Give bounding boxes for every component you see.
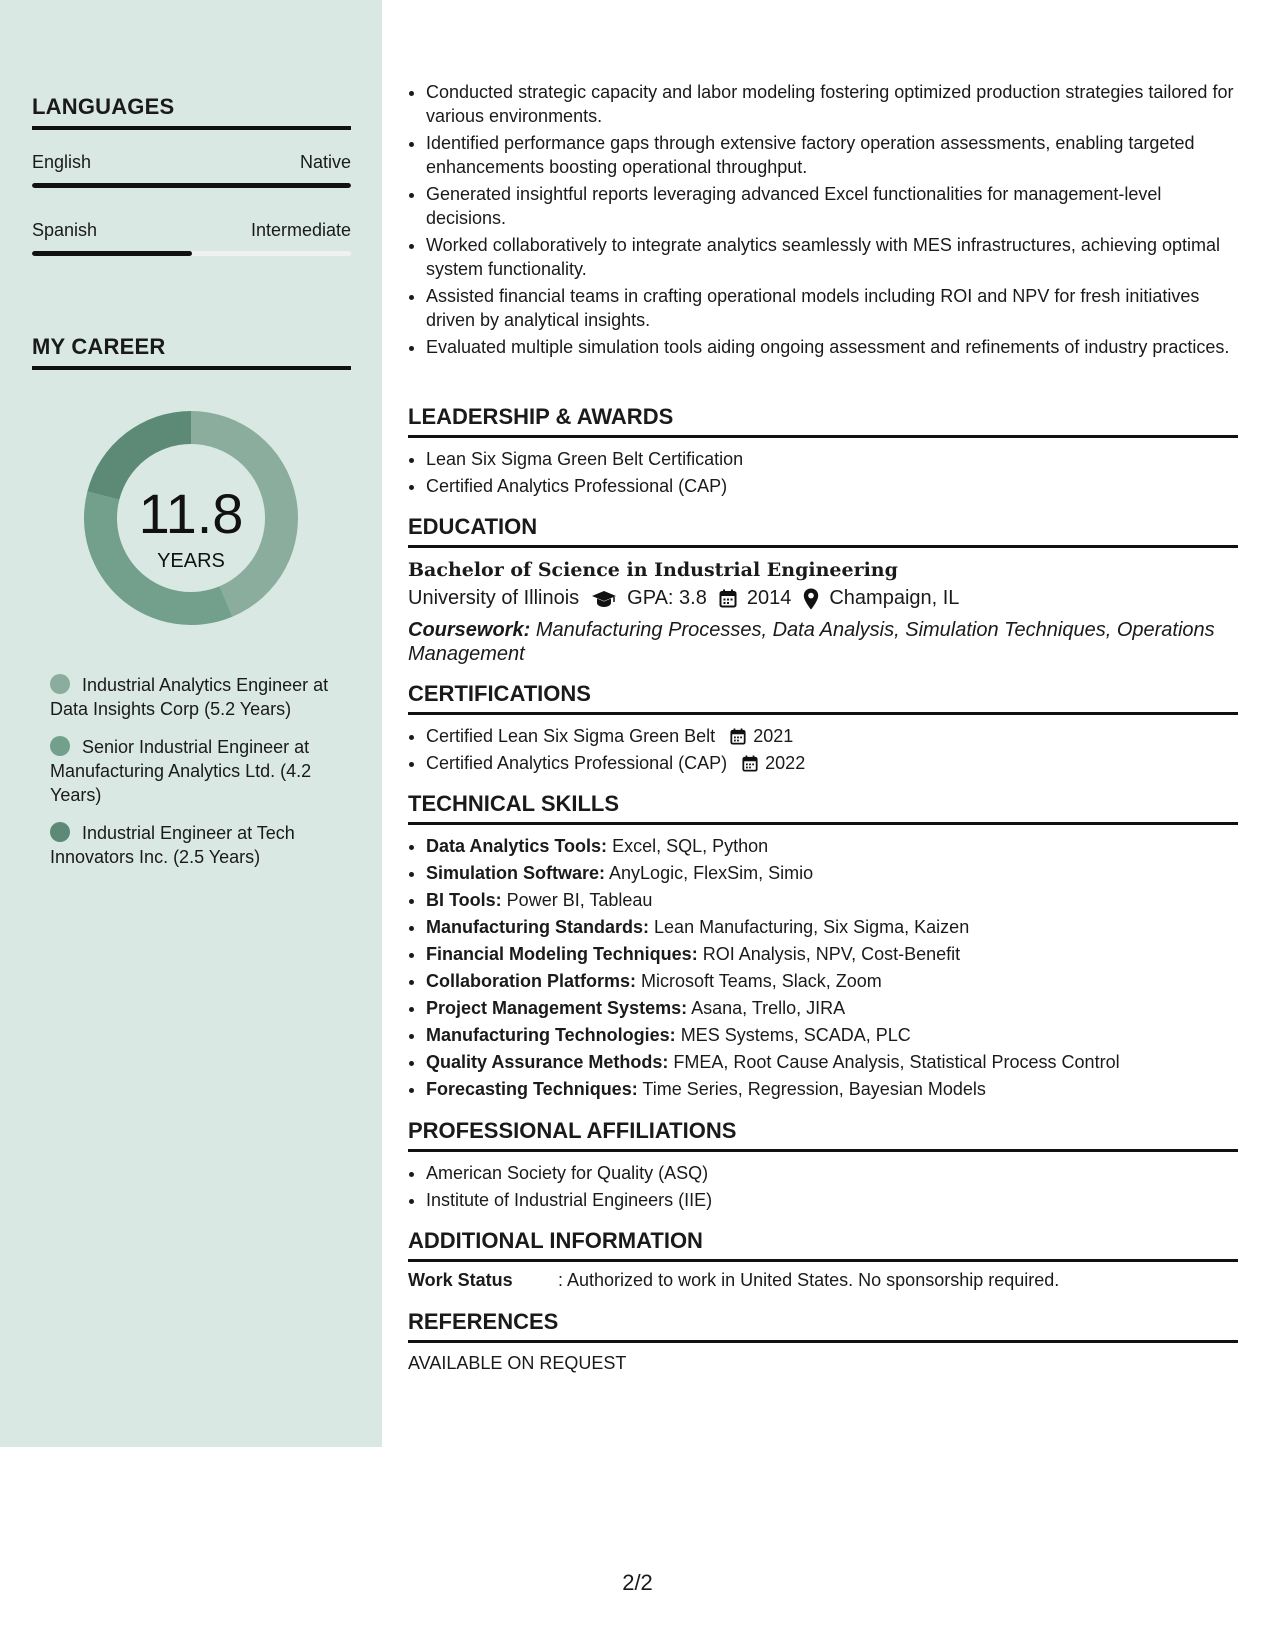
list-item: • Lean Six Sigma Green Belt Certification (426, 446, 1238, 473)
skill-label: Manufacturing Technologies: (426, 1025, 676, 1045)
skill-value: FMEA, Root Cause Analysis, Statistical Process Control (673, 1052, 1120, 1072)
skill-value: Lean Manufacturing, Six Sigma, Kaizen (654, 917, 970, 937)
coursework-list: Manufacturing Processes, Data Analysis, Simulation Techniques, Operations Management (408, 619, 1215, 665)
list-item: • Institute of Industrial Engineers (IIE) (426, 1187, 1238, 1214)
skill-value: Asana, Trello, JIRA (691, 998, 846, 1018)
leadership-heading: LEADERSHIP & AWARDS (408, 404, 1238, 438)
certification-year: 2021 (753, 726, 794, 746)
skill-item (426, 941, 1238, 968)
work-status-label: Work Status (408, 1270, 513, 1290)
language-proficiency-fill (32, 183, 351, 188)
skills-section (408, 833, 1238, 1103)
skill-item (426, 914, 1238, 941)
affiliations-list (408, 1160, 1238, 1214)
skill-label: Project Management Systems: (426, 998, 688, 1018)
work-status-value: : Authorized to work in United States. No sponsorship required. (558, 1270, 1060, 1290)
leadership-list (408, 446, 1238, 500)
certifications-section (408, 723, 1238, 777)
skill-value: AnyLogic, FlexSim, Simio (609, 863, 814, 883)
skill-value: ROI Analysis, NPV, Cost-Benefit (702, 944, 961, 964)
affiliations-heading: PROFESSIONAL AFFILIATIONS (408, 1118, 1238, 1152)
skill-value: MES Systems, SCADA, PLC (680, 1025, 911, 1045)
language-proficiency-fill (32, 251, 192, 256)
skill-label: Data Analytics Tools: (426, 836, 608, 856)
skill-item (426, 860, 1238, 887)
career-role-label: Industrial Engineer at Tech Innovators Inc. (2.5 Years) (50, 823, 295, 867)
language-row (32, 220, 351, 241)
list-item: • Evaluated multiple simulation tools aiding ongoing assessment and refinements of industry practices. (426, 335, 1238, 359)
skill-value: Excel, SQL, Python (612, 836, 769, 856)
skill-item (426, 887, 1238, 914)
list-item (426, 723, 1238, 750)
coursework-label: Coursework: (408, 619, 531, 641)
skill-item (426, 1076, 1238, 1103)
legend-dot (50, 736, 70, 756)
career-legend-item (50, 735, 340, 807)
skills-heading: TECHNICAL SKILLS (408, 791, 1238, 825)
gpa: GPA: 3.8 (627, 587, 707, 609)
graduation-cap-icon (591, 590, 617, 608)
career-legend-item (50, 673, 340, 721)
career-total-years: 11.8 (138, 482, 244, 545)
career-role-label: Industrial Analytics Engineer at Data Insights Corp (5.2 Years) (50, 675, 329, 719)
graduation-year: 2014 (746, 587, 792, 609)
degree-title: Bachelor of Science in Industrial Engineering (408, 559, 898, 581)
certification-name: Certified Analytics Professional (CAP) (426, 753, 728, 773)
skill-item (426, 968, 1238, 995)
leadership-section (408, 446, 1238, 500)
education-heading: EDUCATION (408, 514, 1238, 548)
list-item: • Worked collaboratively to integrate analytics seamlessly with MES infrastructures, achieving optimal system functionality. (426, 233, 1238, 281)
certifications-list (408, 723, 1238, 777)
skill-item (426, 1049, 1238, 1076)
skill-label: Financial Modeling Techniques: (426, 944, 698, 964)
skill-label: Quality Assurance Methods: (426, 1052, 669, 1072)
school-location: Champaign, IL (829, 587, 960, 609)
school-name: University of Illinois (408, 587, 580, 609)
certification-year: 2022 (765, 753, 806, 773)
language-name: Spanish (32, 220, 98, 240)
skill-value: Power BI, Tableau (506, 890, 653, 910)
list-item (426, 750, 1238, 777)
list-item: • Identified performance gaps through extensive factory operation assessments, enabling targeted enhancements boosting operational throughput. (426, 131, 1238, 179)
skill-label: BI Tools: (426, 890, 502, 910)
education-details (408, 587, 1238, 610)
coursework (408, 618, 1238, 666)
career-years-unit: YEARS (157, 550, 225, 572)
skill-label: Collaboration Platforms: (426, 971, 637, 991)
language-name: English (32, 152, 92, 172)
work-status-row (408, 1270, 1238, 1291)
references-text: AVAILABLE ON REQUEST (408, 1353, 627, 1373)
skill-label: Manufacturing Standards: (426, 917, 650, 937)
skill-item (426, 995, 1238, 1022)
list-item: • American Society for Quality (ASQ) (426, 1160, 1238, 1187)
affiliations-section (408, 1160, 1238, 1214)
sidebar (0, 0, 382, 1447)
list-item: • Generated insightful reports leveraging advanced Excel functionalities for management-level decisions. (426, 182, 1238, 230)
languages-heading: LANGUAGES (32, 94, 351, 130)
language-proficiency-bar (32, 183, 351, 188)
references-heading: REFERENCES (408, 1309, 1238, 1343)
career-heading: MY CAREER (32, 334, 351, 370)
language-level: Intermediate (250, 220, 351, 240)
page-number: 2/2 (622, 1570, 653, 1595)
skill-item (426, 833, 1238, 860)
language-proficiency-bar (32, 251, 351, 256)
skill-value: Microsoft Teams, Slack, Zoom (641, 971, 882, 991)
additional-info-heading: ADDITIONAL INFORMATION (408, 1228, 1238, 1262)
career-role-label: Senior Industrial Engineer at Manufacturing Analytics Ltd. (4.2 Years) (50, 737, 312, 805)
certification-name: Certified Lean Six Sigma Green Belt (426, 726, 716, 746)
career-legend-item (50, 821, 340, 869)
experience-bullets (408, 80, 1238, 359)
career-donut-chart (66, 393, 316, 643)
experience-section (408, 80, 1238, 359)
location-pin-icon (803, 588, 819, 610)
skill-label: Forecasting Techniques: (426, 1079, 638, 1099)
calendar-icon (719, 589, 737, 608)
legend-dot (50, 674, 70, 694)
certifications-heading: CERTIFICATIONS (408, 681, 1238, 715)
calendar-icon (742, 755, 758, 772)
list-item: • Conducted strategic capacity and labor modeling fostering optimized production strategies tailored for various environments. (426, 80, 1238, 128)
calendar-icon (730, 728, 746, 745)
list-item: • Certified Analytics Professional (CAP) (426, 473, 1238, 500)
list-item: • Assisted financial teams in crafting operational models including ROI and NPV for fresh initiatives driven by analytical insights. (426, 284, 1238, 332)
skills-list (408, 833, 1238, 1103)
skill-item (426, 1022, 1238, 1049)
skill-value: Time Series, Regression, Bayesian Models (642, 1079, 986, 1099)
legend-dot (50, 822, 70, 842)
language-row (32, 152, 351, 173)
skill-label: Simulation Software: (426, 863, 606, 883)
language-level: Native (299, 152, 351, 172)
education-section (408, 559, 1238, 666)
